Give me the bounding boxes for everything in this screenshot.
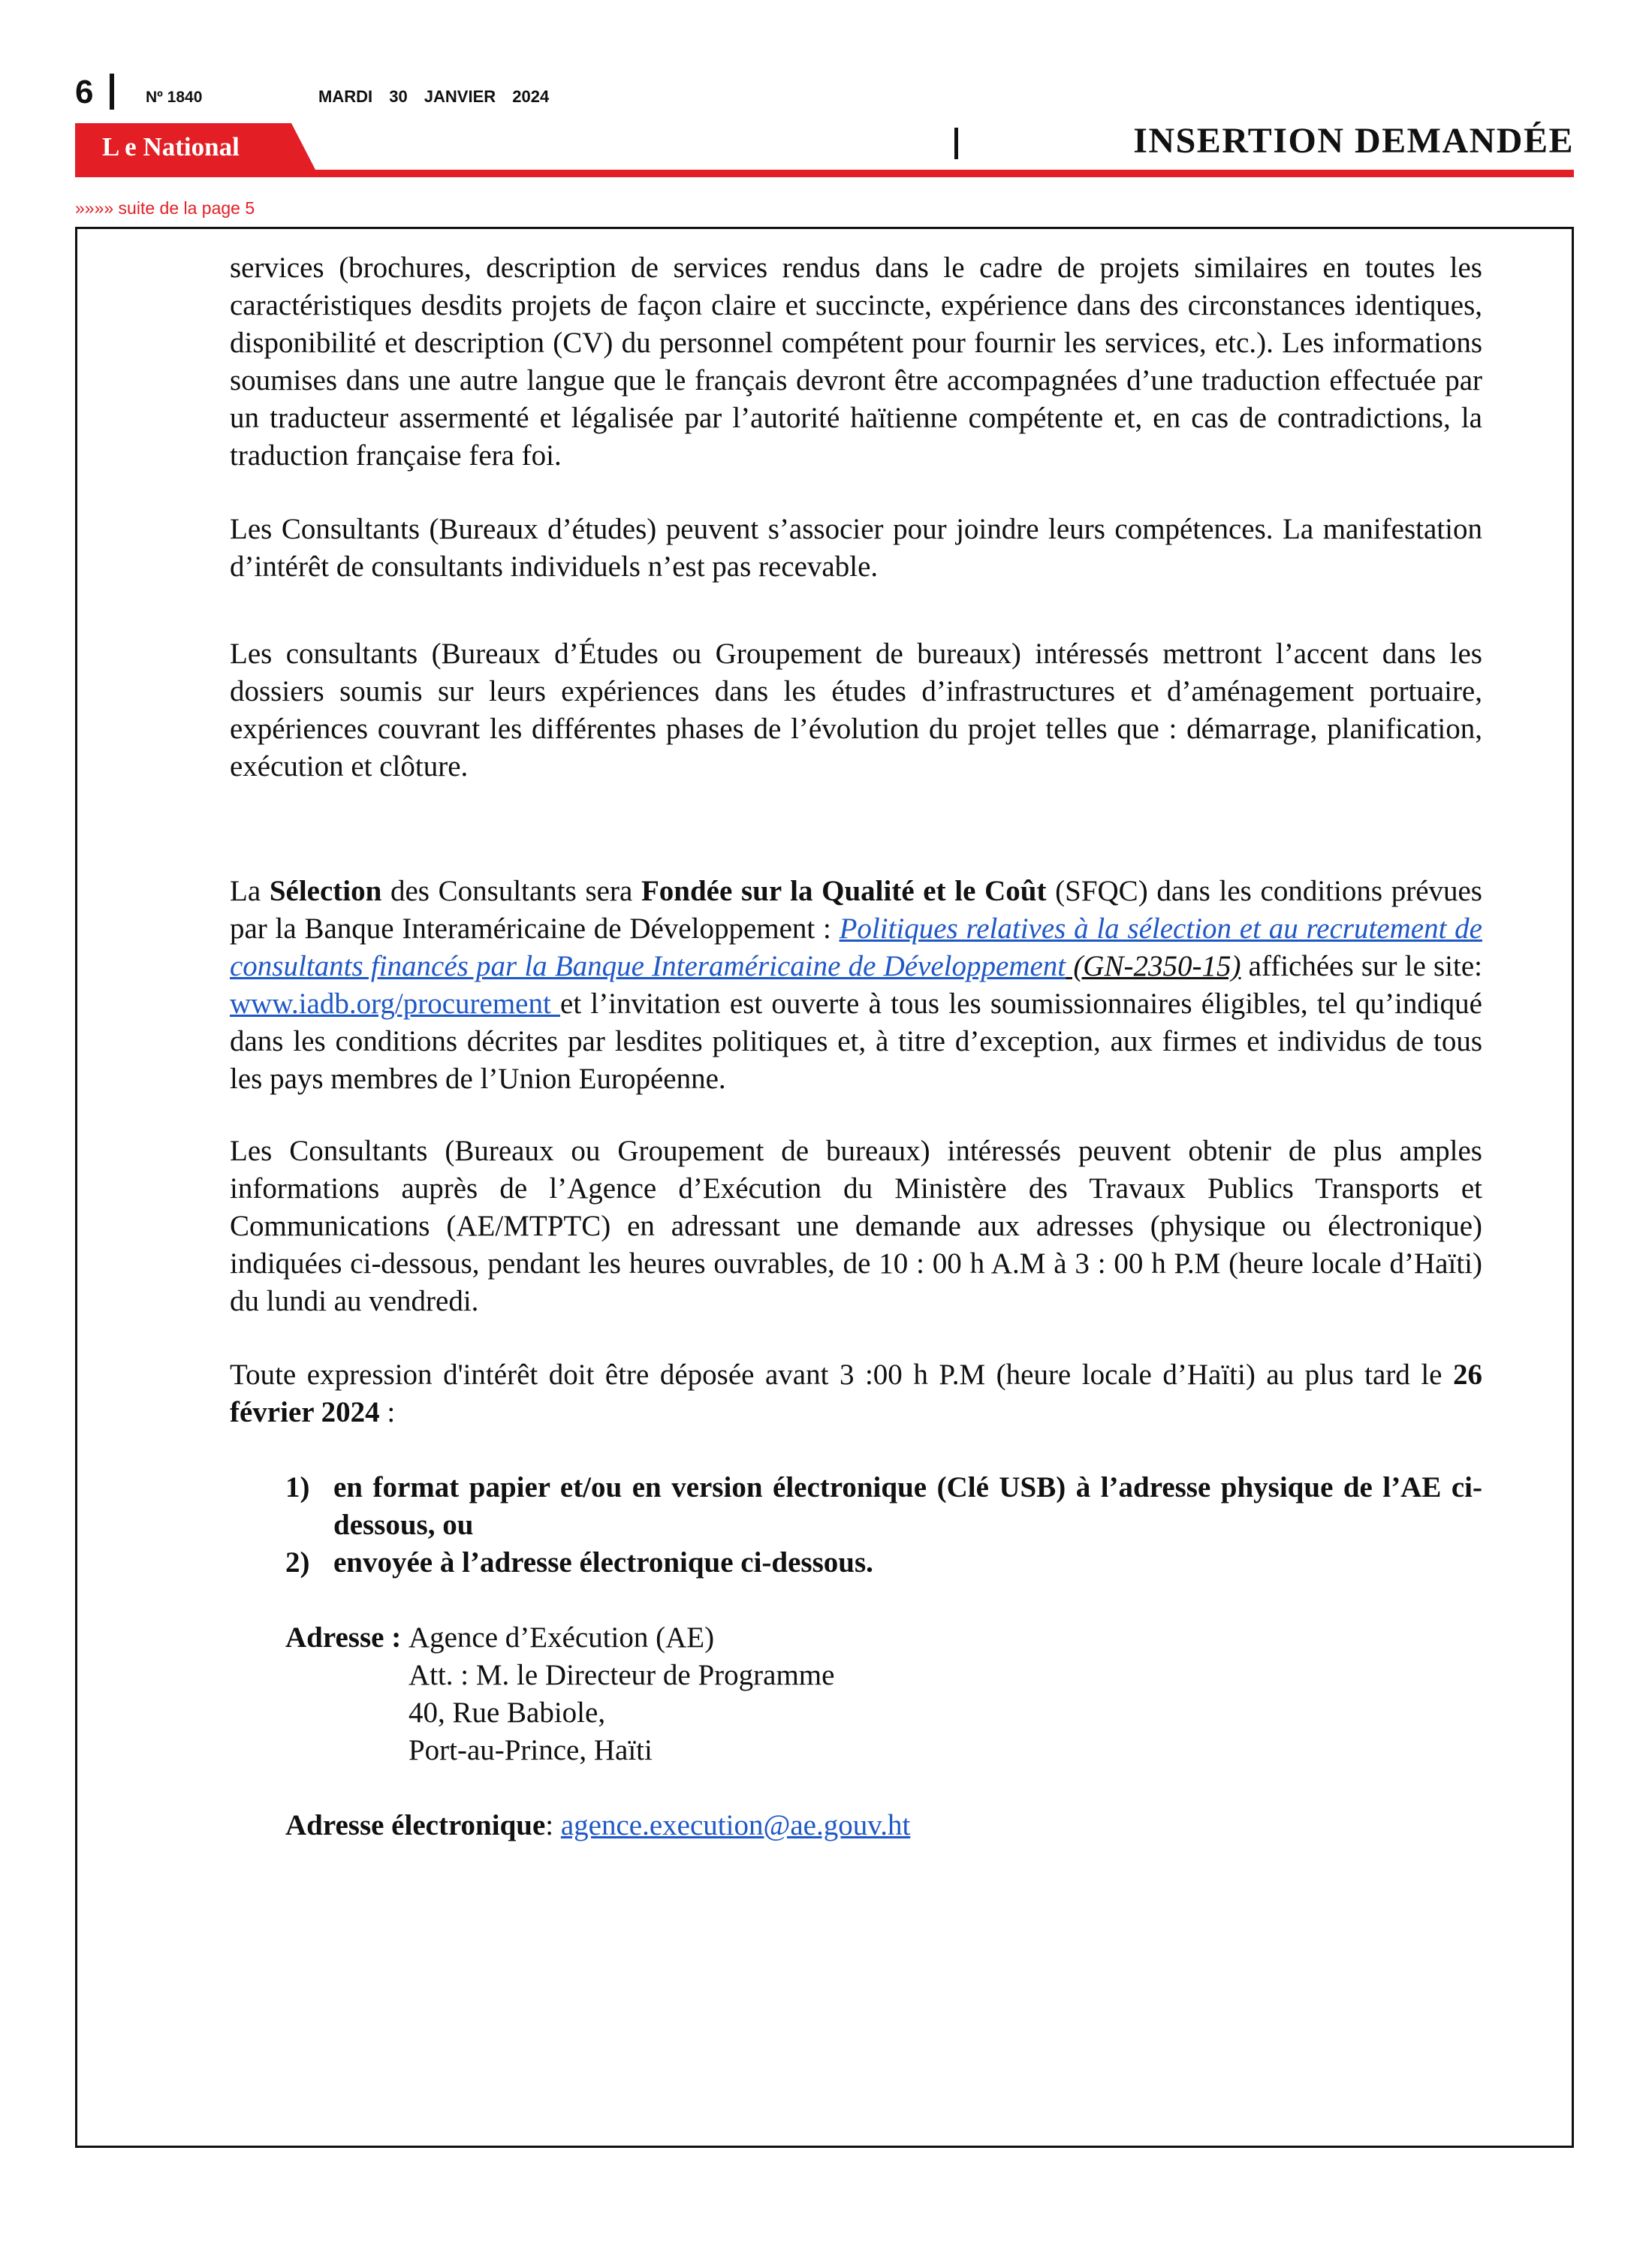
email-label: Adresse électronique: [285, 1809, 546, 1841]
article-body: [230, 249, 1482, 1844]
address-line: Att. : M. le Directeur de Programme: [408, 1659, 835, 1691]
brand-name: L e National: [102, 132, 240, 161]
list-item: 1) en format papier et/ou en version électronique (Clé USB) à l’adresse physique de l’AE ci-dessous, ou: [285, 1471, 1482, 1541]
paragraph-association: Les Consultants (Bureaux d’études) peuvent s’associer pour joindre leurs compétences. La manifestation d’intérêt de consultants individuels n’est pas recevable.: [230, 513, 1482, 583]
policies-link[interactable]: Politiques relatives à la sélection et au recrutement de consultants financés par la Banque Interaméricaine de Développement: [230, 912, 1482, 982]
address-line: 40, Rue Babiole,: [408, 1697, 606, 1729]
procurement-link[interactable]: www.iadb.org/procurement: [230, 988, 561, 1020]
email-link[interactable]: agence.execution@ae.gouv.ht: [560, 1809, 911, 1841]
list-item: 2) envoyée à l’adresse électronique ci-dessous.: [285, 1546, 873, 1579]
postal-address: Adresse : Agence d’Exécution (AE) Att. : M. le Directeur de Programme 40, Rue Babiole, Port-au-Prince, Haïti: [285, 1619, 1482, 1769]
section-title: INSERTION DEMANDÉE: [1133, 121, 1574, 161]
selection-term: Sélection: [269, 875, 382, 907]
page-number: 6: [75, 74, 94, 110]
paragraph-services: services (brochures, description de services rendus dans le cadre de projets similaires en toutes les caractéristiques desdits projets de façon claire et succincte, expérience dans des circonstances identiques, disponibilité et description (CV) du personnel compétent pour fournir les services, etc.). Les informations soumises dans une autre langue que le français devront être accompagnées d’une traduction effectuée par un traducteur assermenté et légalisée par l’autorité haïtienne compétente et, en cas de contradictions, la traduction française fera foi.: [230, 252, 1482, 472]
publication-date: MARDI 30 JANVIER 2024: [318, 87, 550, 106]
submission-methods: [285, 1469, 1482, 1582]
continued-from-note: »»»» suite de la page 5: [75, 198, 255, 218]
header-rule: [75, 170, 1574, 177]
paragraph-experience: Les consultants (Bureaux d’Études ou Groupement de bureaux) intéressés mettront l’accent dans les dossiers soumis sur leurs expériences dans les études d’infrastructures et d’aménagement portuaire, expériences couvrant les différentes phases de l’évolution du projet telles que : démarrage, planification, exécution et clôture.: [230, 638, 1482, 783]
deadline-date: 26 février 2024: [230, 1359, 1482, 1428]
address-label: Adresse: [285, 1621, 384, 1654]
paragraph-selection: La Sélection des Consultants sera Fondée sur la Qualité et le Coût (SFQC) dans les conditions prévues par la Banque Interaméricaine de Développement : Politiques relatives à la sélection et au recrutement de consultants financés par la Banque Interaméricaine de Développement (GN-2350-15) affichées sur le site: www.iadb.org/procurement et l’invitation est ouverte à tous les soumissionnaires éligibles, tel qu’indiqué dans les conditions décrites par lesdites politiques et, à titre d’exception, aux firmes et individus de tous les pays membres de l’Union Européenne.: [230, 875, 1482, 1095]
address-line: Port-au-Prince, Haïti: [408, 1734, 653, 1766]
paragraph-information: Les Consultants (Bureaux ou Groupement de bureaux) intéressés peuvent obtenir de plus amples informations auprès de l’Agence d’Exécution du Ministère des Travaux Publics Transports et Communications (AE/MTPTC) en adressant une demande aux adresses (physique ou électronique) indiquées ci-dessous, pendant les heures ouvrables, de 10 : 00 h A.M à 3 : 00 h P.M (heure locale d’Haïti) du lundi au vendredi.: [230, 1135, 1482, 1317]
address-line: Agence d’Exécution (AE): [408, 1621, 715, 1654]
sfqc-term: Fondée sur la Qualité et le Coût: [641, 875, 1047, 907]
paragraph-deadline: Toute expression d'intérêt doit être déposée avant 3 :00 h P.M (heure locale d’Haïti) au plus tard le 26 février 2024 :: [230, 1359, 1482, 1428]
policy-reference: (GN-2350-15): [1066, 950, 1241, 982]
page-number-divider: [110, 74, 114, 110]
email-address: Adresse électronique: agence.execution@ae.gouv.ht: [285, 1809, 911, 1841]
header-divider: [954, 128, 958, 159]
issue-number: Nº 1840: [146, 89, 203, 106]
